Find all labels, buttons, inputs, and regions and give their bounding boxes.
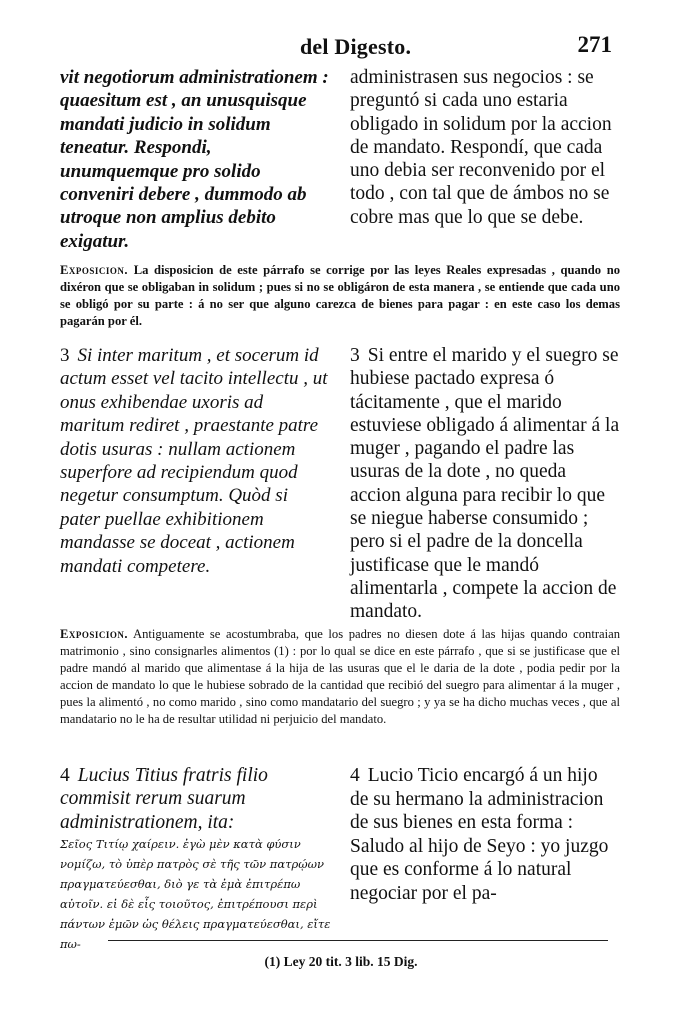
passage-2-spanish [350,344,620,624]
passage-2-spanish-text: Si entre el marido y el suegro se hubiese pactado expresa ó tácitamente , que el marido estuviese obligado á alimentar á la muger , pagando el padre las usuras de la dote , no queda accion alguna para recibir lo que se niegue haberse consumido ; pero si el padre de la doncella justificase que le mandó alimentarla , compete la accion de mandato. [350,345,620,623]
passage-3-spanish-text: Lucio Ticio encargó á un hijo de su hermano la administracion de sus bienes en esta forma : Saludo al hijo de Seyo : yo juzgo que es conforme á lo natural negociar por el pa- [350,765,609,904]
commentary-2 [60,626,620,728]
passage-2-latin [60,344,332,578]
commentary-1-label: Exposicion. [60,263,129,277]
commentary-1-text: La disposicion de este párrafo se corrige por las leyes Reales expresadas , quando no dixéron que se obligaban in solidum ; pues si no se obligáron de esta manera , se entiende que cada uno se obligó por su parte : á no ser que alguno carezca de bienes para pagar : en este caso los demas pagarán por él. [60,263,621,328]
commentary-2-text: Antiguamente se acostumbraba, que los padres no diesen dote á las hijas quando contraian matrimonio , sino consignarles alimentos (1) : por lo qual se dice en este párrafo , que si se justificase que el padre mandó al marido que alimentase á la hija de las usuras que el le daria de la dote , podia pedir por la accion de mandato lo que le hubiese sobrado de la cantidad que recibió del suegro para alimentar á la muger , pues la alimentó , no como marido , sino como mandatario del suegro ; y ya se ha dicho muchas veces , que al mandatario no le ha de resultar utilidad ni perjuicio del mandato. [60,627,620,726]
passage-2-number-es: 3 [350,345,360,366]
commentary-2-label: Exposicion. [60,627,129,641]
passage-3 [60,764,620,952]
footnote-rule [108,940,608,941]
running-header [60,34,620,62]
passage-3-number: 4 [60,765,70,786]
passage-1-latin: vit negotiorum administrationem : quaesitum est , an unusquisque mandati judicio in solidum teneatur. Respondi, unumquemque pro solido conveniri debere , dummodo ab utroque non amplius debito exigatur. [60,67,329,252]
page-number: 271 [577,32,612,57]
passage-3-number-es: 4 [350,765,360,786]
passage-1 [60,66,620,256]
passage-3-latin-text: Lucius Titius fratris filio commisit rerum suarum administrationem, ita: [60,765,268,833]
passage-2-number: 3 [60,345,70,366]
passage-3-latin [60,764,332,954]
running-title: del Digesto. [300,34,412,59]
passage-1-spanish: administrasen sus negocios : se preguntó si cada uno estaria obligado in solidum por la accion de mandato. Respondí, que cada uno debia ser reconvenido por el todo , con tal que de ámbos no se cobre mas que lo que se debe. [350,67,612,228]
passage-2-latin-text: Si inter maritum , et socerum id actum esset vel tacito intellectu , ut onus exhibendae uxoris ad maritum rediret , praestante patre dotis usuras : nullam actionem superfore ad recipiendum quod negetur consumptum. Quòd si pater puellae exhibitionem mandasse se doceat , actionem mandati competere. [60,345,328,577]
passage-3-greek: Σεῖος Τιτίῳ χαίρειν. ἐγὼ μὲν κατὰ φύσιν νομίζω, τὸ ὑπὲρ πατρὸς σὲ τῆς τῶν πατρῴων πραγματεύεσθαι, διὸ γε τὰ ἐμὰ ἐπιτρέπω αὐτοῖν. εἰ δὲ εἶς τοιοῦτος, ἐπιτρέπουσι περὶ πάντων ἐμῶν ὡς θέλεις πραγματεύεσθαι, εἴτε πω- [60,837,331,952]
footnote: (1) Ley 20 tit. 3 lib. 15 Dig. [264,954,418,969]
commentary-1 [60,262,620,330]
passage-2 [60,344,620,624]
passage-3-spanish [350,764,620,906]
